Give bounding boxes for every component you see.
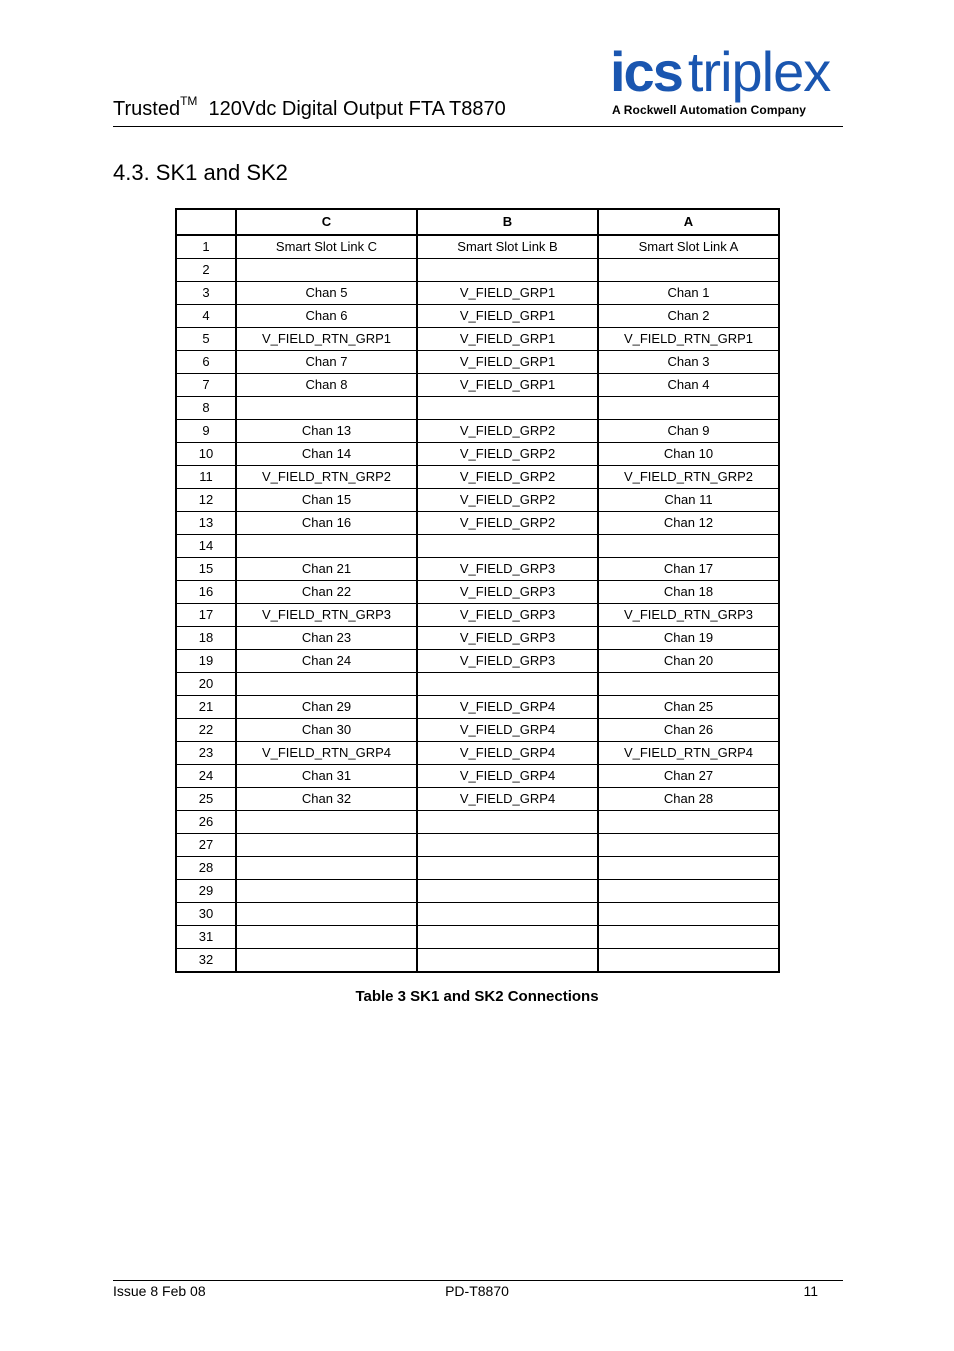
table-cell [236, 811, 417, 834]
table-cell [598, 857, 779, 880]
table-row [176, 235, 779, 259]
table-row [176, 673, 779, 696]
table-cell: V_FIELD_GRP2 [417, 512, 598, 535]
pin-number-cell: 4 [176, 305, 236, 328]
table-cell [236, 926, 417, 949]
table-cell [236, 903, 417, 926]
table-cell: Chan 25 [598, 696, 779, 719]
table-row [176, 788, 779, 811]
pin-number-cell: 5 [176, 328, 236, 351]
pin-number-cell: 8 [176, 397, 236, 420]
table-cell: V_FIELD_GRP3 [417, 604, 598, 627]
table-row [176, 351, 779, 374]
pin-number-cell: 22 [176, 719, 236, 742]
pin-number-cell: 18 [176, 627, 236, 650]
pin-number-cell: 24 [176, 765, 236, 788]
logo-wordmark [610, 40, 831, 103]
pin-number-cell: 2 [176, 259, 236, 282]
table-row [176, 259, 779, 282]
table-cell: Chan 1 [598, 282, 779, 305]
table-cell: V_FIELD_GRP4 [417, 788, 598, 811]
table-row [176, 489, 779, 512]
table-cell [417, 949, 598, 973]
pin-number-cell: 15 [176, 558, 236, 581]
table-cell: Chan 28 [598, 788, 779, 811]
table-cell: V_FIELD_RTN_GRP4 [236, 742, 417, 765]
table-cell: V_FIELD_RTN_GRP1 [598, 328, 779, 351]
column-header [176, 209, 236, 235]
table-cell: V_FIELD_GRP4 [417, 742, 598, 765]
table-cell: V_FIELD_GRP1 [417, 374, 598, 397]
table-cell: V_FIELD_RTN_GRP3 [236, 604, 417, 627]
table-cell: V_FIELD_GRP3 [417, 650, 598, 673]
pin-number-cell: 21 [176, 696, 236, 719]
logo-ics: ics [610, 40, 682, 103]
table-cell [236, 857, 417, 880]
table-cell: Chan 20 [598, 650, 779, 673]
table-cell: Chan 7 [236, 351, 417, 374]
table-cell: Smart Slot Link C [236, 235, 417, 259]
pin-number-cell: 7 [176, 374, 236, 397]
table-row [176, 581, 779, 604]
table-cell: Chan 10 [598, 443, 779, 466]
title-main: 120Vdc Digital Output FTA T8870 [208, 98, 506, 120]
pin-number-cell: 28 [176, 857, 236, 880]
table-cell: V_FIELD_GRP1 [417, 328, 598, 351]
table-row [176, 420, 779, 443]
table-cell [417, 259, 598, 282]
table-cell: Chan 27 [598, 765, 779, 788]
table-cell [417, 834, 598, 857]
table-row [176, 650, 779, 673]
pin-number-cell: 6 [176, 351, 236, 374]
pin-number-cell: 20 [176, 673, 236, 696]
column-header: C [236, 209, 417, 235]
header-divider [113, 126, 843, 127]
table-cell [236, 834, 417, 857]
table-row [176, 857, 779, 880]
table-cell: Chan 9 [598, 420, 779, 443]
trademark-superscript: TM [180, 94, 198, 109]
table-cell: Chan 16 [236, 512, 417, 535]
table-cell: V_FIELD_GRP2 [417, 489, 598, 512]
table-caption: Table 3 SK1 and SK2 Connections [355, 988, 599, 1005]
table-row [176, 328, 779, 351]
table-cell [236, 673, 417, 696]
table-cell: V_FIELD_GRP4 [417, 696, 598, 719]
company-logo [610, 40, 844, 120]
pin-number-cell: 13 [176, 512, 236, 535]
table-cell: Smart Slot Link A [598, 235, 779, 259]
table-row [176, 535, 779, 558]
table-cell [417, 811, 598, 834]
table-header-row [176, 209, 779, 235]
table-cell: V_FIELD_GRP4 [417, 765, 598, 788]
pin-number-cell: 29 [176, 880, 236, 903]
table-cell: V_FIELD_GRP4 [417, 719, 598, 742]
table-row [176, 949, 779, 973]
table-cell [417, 535, 598, 558]
pin-number-cell: 16 [176, 581, 236, 604]
pin-number-cell: 12 [176, 489, 236, 512]
pin-number-cell: 30 [176, 903, 236, 926]
table-row [176, 719, 779, 742]
table-cell [417, 857, 598, 880]
pin-number-cell: 27 [176, 834, 236, 857]
title-prefix: Trusted [113, 98, 181, 120]
table-cell: Chan 30 [236, 719, 417, 742]
table-cell [236, 535, 417, 558]
table-cell: Chan 11 [598, 489, 779, 512]
connections-table [175, 208, 780, 973]
table-cell: Chan 32 [236, 788, 417, 811]
table-row [176, 903, 779, 926]
table-row [176, 282, 779, 305]
table-cell: Chan 19 [598, 627, 779, 650]
pin-number-cell: 17 [176, 604, 236, 627]
column-header: A [598, 209, 779, 235]
footer-divider [113, 1280, 843, 1281]
table-cell [598, 903, 779, 926]
table-row [176, 397, 779, 420]
table-cell: Chan 29 [236, 696, 417, 719]
pin-number-cell: 23 [176, 742, 236, 765]
table-row [176, 512, 779, 535]
table-row [176, 466, 779, 489]
pin-number-cell: 26 [176, 811, 236, 834]
table-cell: V_FIELD_GRP3 [417, 558, 598, 581]
document-title [113, 94, 506, 121]
table-cell: V_FIELD_GRP1 [417, 282, 598, 305]
table-cell [236, 397, 417, 420]
table-cell [598, 673, 779, 696]
table-cell: V_FIELD_RTN_GRP3 [598, 604, 779, 627]
table-cell: V_FIELD_RTN_GRP4 [598, 742, 779, 765]
table-row [176, 443, 779, 466]
section-heading: 4.3. SK1 and SK2 [113, 160, 288, 185]
column-header: B [417, 209, 598, 235]
table-row [176, 926, 779, 949]
table-cell [417, 926, 598, 949]
logo-tagline: A Rockwell Automation Company [612, 103, 807, 117]
table-row [176, 765, 779, 788]
table-row [176, 742, 779, 765]
table-cell [236, 259, 417, 282]
table-row [176, 558, 779, 581]
table-cell: V_FIELD_GRP3 [417, 581, 598, 604]
footer-page-number: 11 [803, 1283, 818, 1299]
table-cell: Chan 15 [236, 489, 417, 512]
table-cell [417, 673, 598, 696]
table-cell [598, 535, 779, 558]
table-row [176, 696, 779, 719]
table-cell [598, 397, 779, 420]
table-cell: V_FIELD_GRP3 [417, 627, 598, 650]
pin-number-cell: 31 [176, 926, 236, 949]
pin-number-cell: 11 [176, 466, 236, 489]
table-cell: V_FIELD_RTN_GRP1 [236, 328, 417, 351]
table-cell: V_FIELD_RTN_GRP2 [598, 466, 779, 489]
table-cell [417, 397, 598, 420]
footer-doc-id: PD-T8870 [445, 1283, 509, 1299]
table-cell: Chan 12 [598, 512, 779, 535]
table-cell: Chan 23 [236, 627, 417, 650]
table-cell: Chan 2 [598, 305, 779, 328]
pin-number-cell: 19 [176, 650, 236, 673]
pin-number-cell: 9 [176, 420, 236, 443]
table-cell [417, 880, 598, 903]
table-cell: Chan 26 [598, 719, 779, 742]
table-cell: Chan 22 [236, 581, 417, 604]
table-row [176, 374, 779, 397]
table-cell: V_FIELD_GRP2 [417, 443, 598, 466]
table-cell [236, 949, 417, 973]
footer-issue: Issue 8 Feb 08 [113, 1283, 206, 1299]
table-cell: Chan 6 [236, 305, 417, 328]
table-cell: V_FIELD_GRP2 [417, 420, 598, 443]
table-cell: Chan 18 [598, 581, 779, 604]
table-cell: Chan 31 [236, 765, 417, 788]
pin-number-cell: 10 [176, 443, 236, 466]
table-cell [417, 903, 598, 926]
table-row [176, 604, 779, 627]
table-cell [598, 949, 779, 973]
table-cell [598, 259, 779, 282]
logo-triplex: triplex [687, 40, 831, 103]
table-cell: V_FIELD_RTN_GRP2 [236, 466, 417, 489]
table-cell: V_FIELD_GRP2 [417, 466, 598, 489]
pin-number-cell: 32 [176, 949, 236, 973]
table-cell: Chan 5 [236, 282, 417, 305]
table-row [176, 811, 779, 834]
table-cell: Chan 8 [236, 374, 417, 397]
table-cell: Chan 4 [598, 374, 779, 397]
table-cell: V_FIELD_GRP1 [417, 351, 598, 374]
table-cell [598, 926, 779, 949]
table-cell [236, 880, 417, 903]
table-row [176, 880, 779, 903]
table-cell: Chan 13 [236, 420, 417, 443]
table-cell [598, 834, 779, 857]
table-cell: Smart Slot Link B [417, 235, 598, 259]
table-row [176, 305, 779, 328]
pin-number-cell: 1 [176, 235, 236, 259]
table-cell: Chan 24 [236, 650, 417, 673]
table-row [176, 834, 779, 857]
table-cell: V_FIELD_GRP1 [417, 305, 598, 328]
pin-number-cell: 3 [176, 282, 236, 305]
table-row [176, 627, 779, 650]
table-cell: Chan 14 [236, 443, 417, 466]
table-cell: Chan 21 [236, 558, 417, 581]
table-cell: Chan 3 [598, 351, 779, 374]
pin-number-cell: 25 [176, 788, 236, 811]
table-cell: Chan 17 [598, 558, 779, 581]
table-cell [598, 880, 779, 903]
table-cell [598, 811, 779, 834]
pin-number-cell: 14 [176, 535, 236, 558]
